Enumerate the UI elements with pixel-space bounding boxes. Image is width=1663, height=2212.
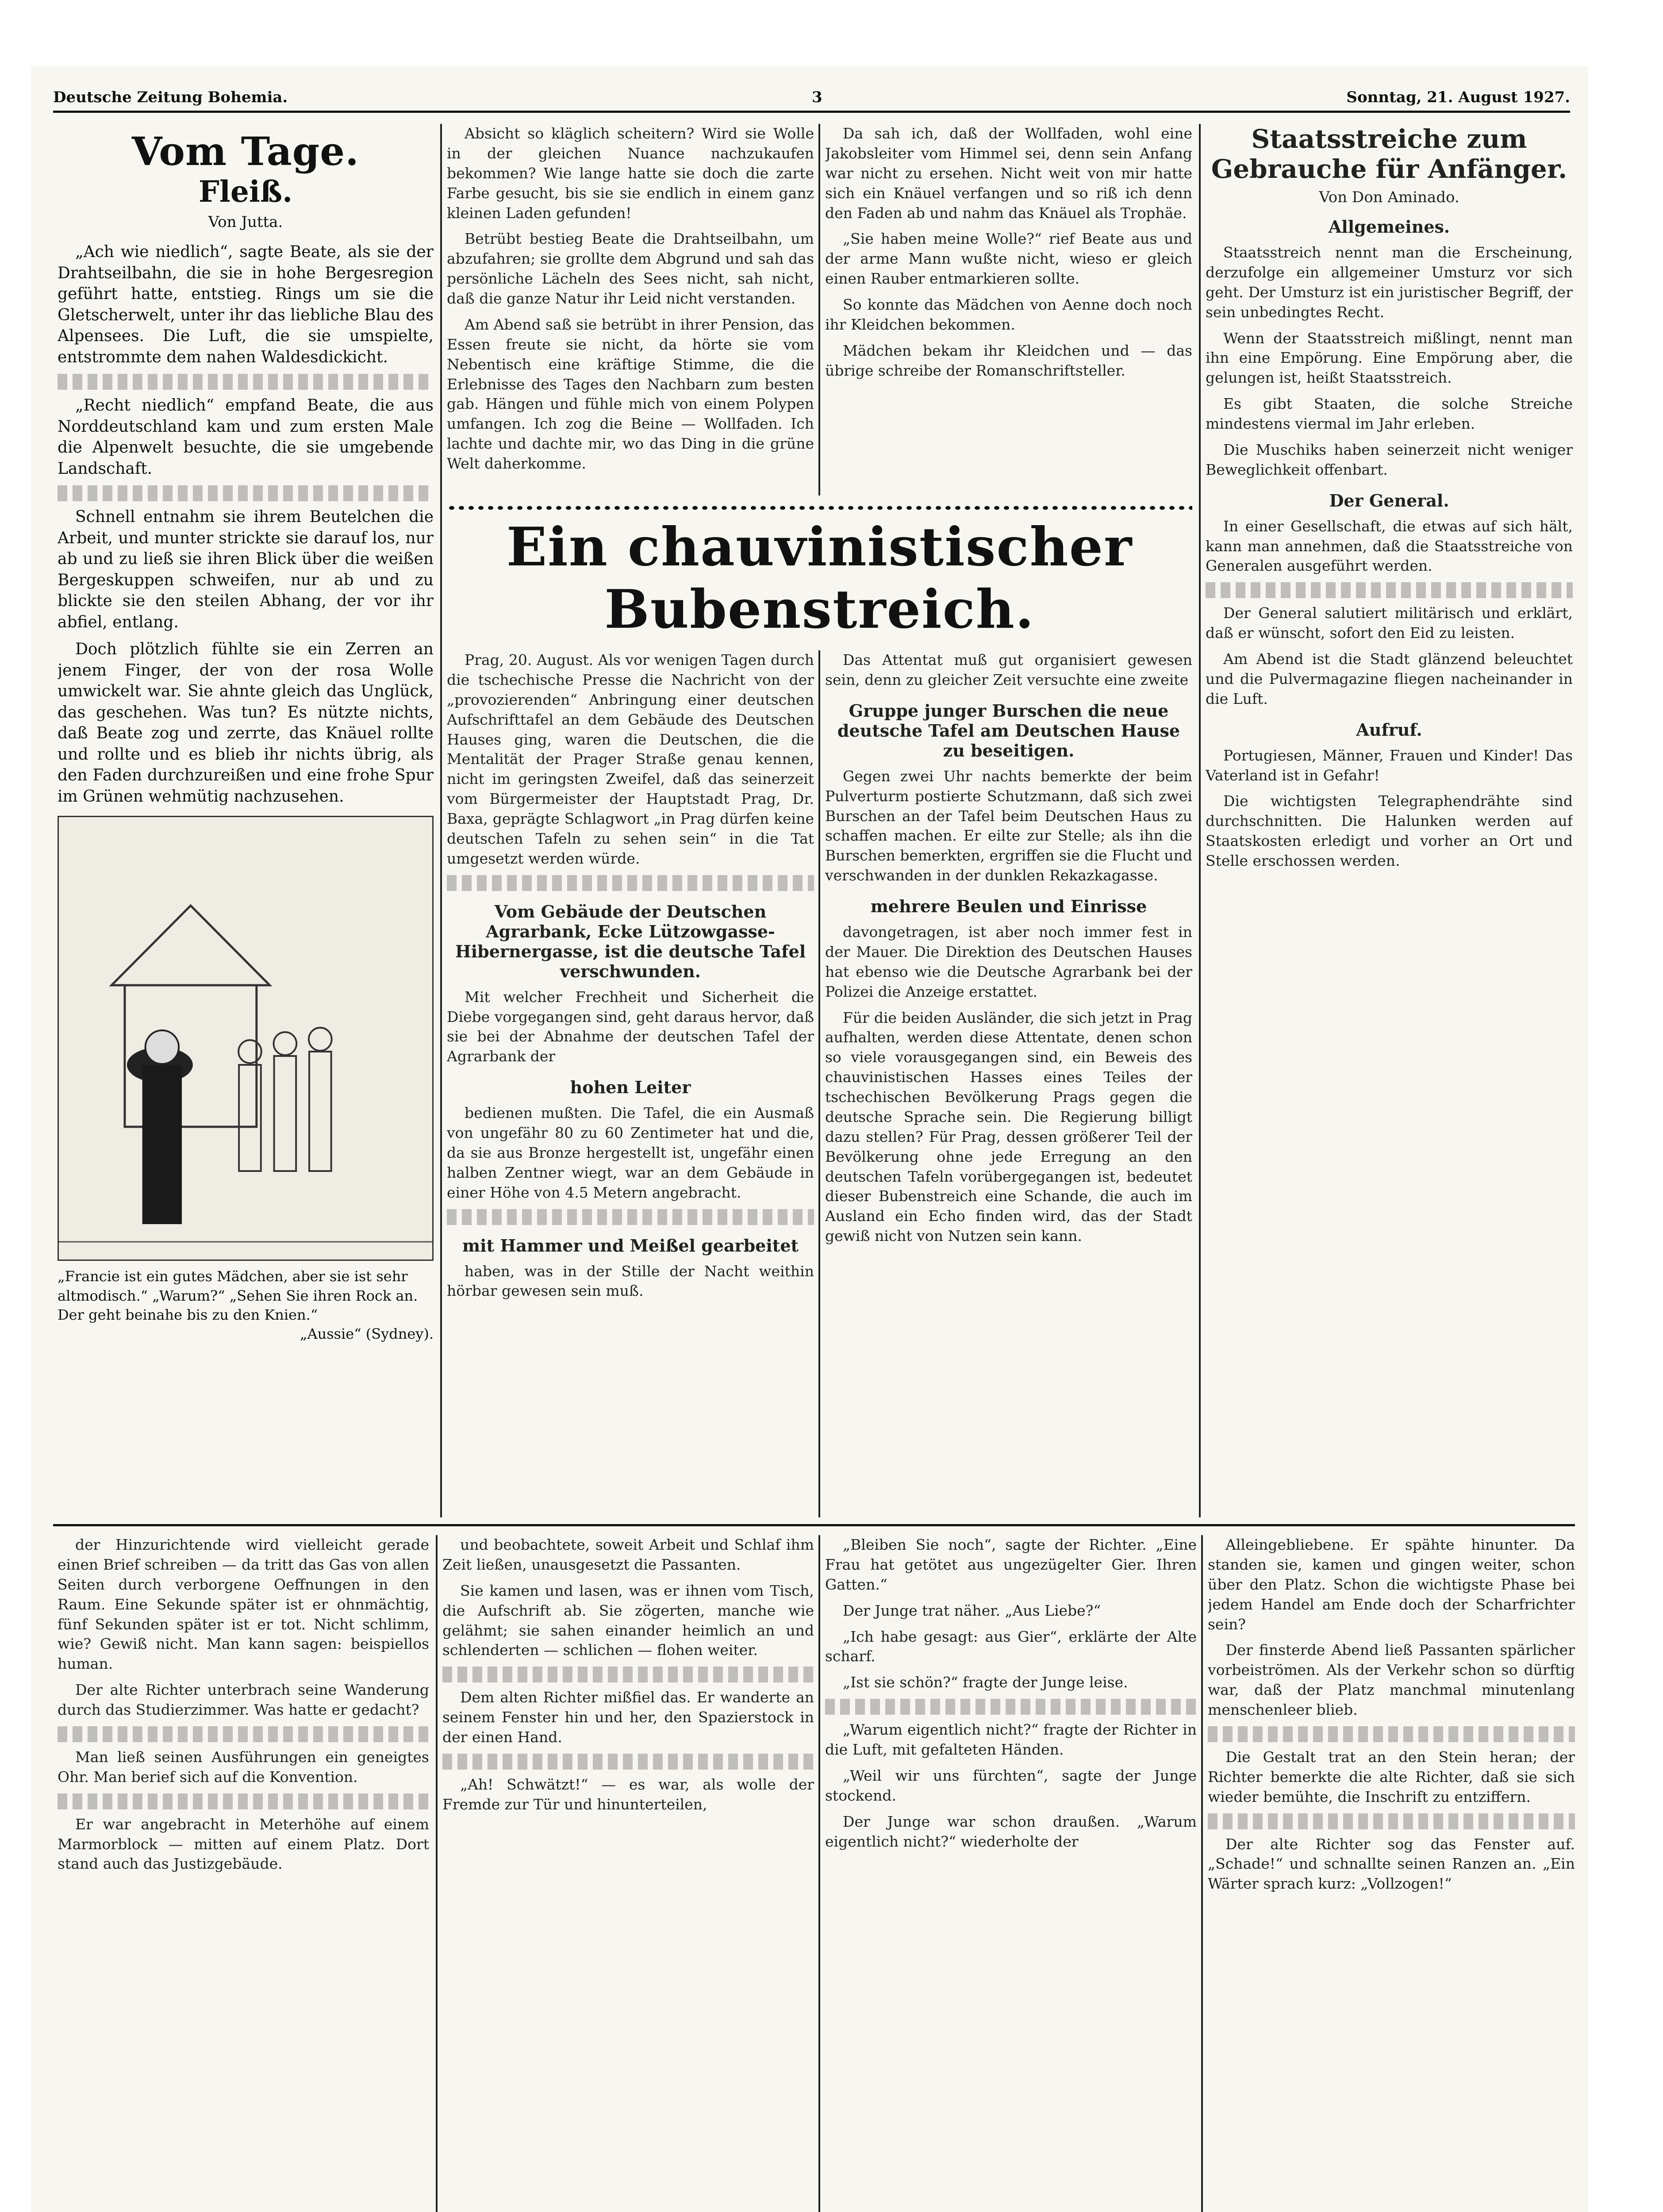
paragraph: haben, was in der Stille der Nacht weithin hörbar gewesen sein muß. (447, 1262, 814, 1300)
paragraph: „Ich habe gesagt: aus Gier“, erklärte der Alte scharf. (825, 1628, 1197, 1665)
paragraph: Wenn der Staatsstreich mißlingt, nennt man ihn eine Empörung. Eine Empörung aber, die gelungen ist, heißt Staatsstreich. (1206, 329, 1573, 387)
story-column-1 (58, 1535, 429, 2212)
story-byline: Von Jutta. (208, 213, 283, 231)
article-title: Staatsstreiche zum Gebrauche für Anfänger. (1211, 124, 1567, 184)
column-rule (818, 124, 820, 495)
dense-text (1206, 582, 1573, 598)
paragraph: In einer Gesellschaft, die etwas auf sich hält, kann man annehmen, daß die Staatsstreiche von Generalen ausgeführt werden. (1206, 517, 1573, 575)
paragraph: „Weil wir uns fürchten“, sagte der Junge stockend. (825, 1767, 1197, 1804)
feature-headline: Ein chauvinistischer Bubenstreich. (506, 516, 1133, 641)
paragraph: So konnte das Mädchen von Aenne doch noch ihr Kleidchen bekommen. (825, 296, 1192, 333)
story-column-3 (825, 1535, 1197, 2212)
section-heading: Gruppe junger Burschen die neue deutsche Tafel am Deutschen Hause zu beseitigen. (837, 700, 1180, 760)
illustration-caption (58, 1267, 434, 1344)
dense-text (58, 1726, 429, 1742)
paragraph: „Ist sie schön?“ fragte der Junge leise. (843, 1674, 1128, 1691)
column-wolle-cont (447, 124, 814, 495)
paragraph: „Bleiben Sie noch“, sagte der Richter. „Eine Frau hat getötet aus ungezügelter Gier. Ihren Gatten.“ (825, 1536, 1197, 1593)
paragraph: „Recht niedlich“ empfand Beate, die aus Norddeutschland kam und zum ersten Male die Alpenwelt besuchte, die sie umgebende Landschaft. (58, 396, 434, 478)
horizontal-rule (53, 1524, 1575, 1526)
story-title: Fleiß. (198, 174, 293, 209)
column-rule (818, 650, 820, 1517)
paragraph: Der alte Richter sog das Fenster auf. „Schade!“ und schnallte seinen Ranzen an. „Ein Wärter sprach kurz: „Vollzogen!“ (1208, 1835, 1575, 1893)
story-column-2 (442, 1535, 814, 2212)
dense-text (58, 485, 434, 501)
paragraph: Die wichtigsten Telegraphendrähte sind durchschnitten. Die Halunken werden auf Staatskosten erledigt und vorher an Ort und Stelle erschossen werden. (1206, 792, 1573, 869)
section-heading: Vom Gebäude der Deutschen Agrarbank, Ecke Lützowgasse-Hibernergasse, ist die deutsche Tafel verschwunden. (455, 901, 806, 981)
column-rule (818, 1535, 820, 2212)
paragraph: Alleingebliebene. Er spähte hinunter. Da standen sie, kamen und gingen weiter, schon über den Platz. Schon die wichtigste Phase bei jedem Handel am Ende doch der Scharfrichter sein? (1208, 1536, 1575, 1633)
illustration (58, 816, 434, 1261)
column-rule (1199, 124, 1201, 1517)
column-staatsstreiche (1206, 124, 1573, 1517)
dense-text (58, 1793, 429, 1809)
caption-text: „Francie ist ein gutes Mädchen, aber sie ist sehr altmodisch.“ „Warum?“ „Sehen Sie ihren Rock an. Der geht beinahe bis zu den Knien.“ (58, 1268, 418, 1323)
paragraph: davongetragen, ist aber noch immer fest in der Mauer. Die Direktion des Deutschen Hauses hat ebenso wie die Deutsche Agrarbank bei der Polizei die Anzeige erstattet. (825, 923, 1192, 1000)
column-rule (1201, 1535, 1203, 2212)
paragraph: Am Abend saß sie betrübt in ihrer Pension, das Essen freute sie nicht, da hörte sie vom Nebentisch eine kräftige Stimme, die die Erlebnisse des Tages den Nachbarn zum besten gab. Hängen und fühle mich von einem Polypen umfangen. Ich zog die Beine — Wollfaden. Ich lachte und dachte mir, wo das Ding in die grüne Welt daherkomme. (447, 315, 814, 472)
dense-text (1208, 1813, 1575, 1829)
feature-column-left (447, 650, 814, 1517)
section-heading: Allgemeines. (1328, 217, 1450, 237)
paragraph: Der Junge trat näher. „Aus Liebe?“ (843, 1601, 1101, 1619)
paragraph: „Ach wie niedlich“, sagte Beate, als sie der Drahtseilbahn, die sie in hohe Bergesregion geführt hatte, entstieg. Rings um sie die Gletscherwelt, unter ihr das liebliche Blau des Alpensees. Die Luft, die sie umspielte, entstrommte dem nahen Waldesdickicht. (58, 243, 434, 366)
paragraph: Es gibt Staaten, die solche Streiche mindestens viermal im Jahr erleben. (1206, 395, 1573, 432)
dense-text (442, 1754, 814, 1770)
dense-text (447, 875, 814, 891)
paragraph: Der Junge war schon draußen. „Warum eigentlich nicht?“ wiederholte der (825, 1813, 1197, 1850)
paragraph: Der alte Richter unterbrach seine Wanderung durch das Studierzimmer. Was hatte er gedacht? (58, 1681, 429, 1718)
paragraph: Das Attentat muß gut organisiert gewesen sein, denn zu gleicher Zeit versuchte eine zweite (825, 651, 1192, 688)
dotted-rule (447, 504, 1192, 511)
paragraph: Prag, 20. August. Als vor wenigen Tagen durch die tschechische Presse die Nachricht von der „provozierenden“ Anbringung einer deutschen Aufschrifttafel an dem Gebäude des Deutschen Hauses ging, waren die Deutschen, die die Mentalität der Prager Straße genau kennen, nicht im geringsten Zweifel, daß das seinerzeit vom Bürgermeister der Hauptstadt Prag, Dr. Baxa, geprägte Schlagwort „in Prag dürfen keine deutschen Tafeln zu sehen sein“ in die Tat umgesetzt werden würde. (447, 651, 814, 867)
cartoon-illustration (59, 817, 432, 1260)
paragraph: bedienen mußten. Die Tafel, die ein Ausmaß von ungefähr 80 zu 60 Zentimeter hat und die, da sie aus Bronze hergestellt ist, ungefähr einen halben Zentner wiegt, war an dem Gebäude in einer Höhe von 4.5 Metern angebracht. (447, 1104, 814, 1201)
paragraph: Dem alten Richter mißfiel das. Er wanderte an seinem Fenster hin und her, den Spazierstock in der einen Hand. (442, 1689, 814, 1746)
page-number: 3 (811, 88, 822, 106)
column-rule (436, 1535, 438, 2212)
paragraph: Gegen zwei Uhr nachts bemerkte der beim Pulverturm postierte Schutzmann, daß sich zwei Burschen an der Tafel beim Deutschen Haus zu schaffen machen. Er eilte zur Stelle; als ihn die Burschen bemerkten, ergriffen sie die Flucht und verschwanden in der dunklen Rekazkagasse. (825, 767, 1192, 884)
article-byline: Von Don Aminado. (1319, 188, 1459, 206)
paragraph: Die Gestalt trat an den Stein heran; der Richter bemerkte die alte Richter, daß sie sich wieder bemühte, die Inschrift zu entziffern. (1208, 1748, 1575, 1805)
paragraph: Portugiesen, Männer, Frauen und Kinder! Das Vaterland ist in Gefahr! (1206, 746, 1573, 784)
masthead (53, 84, 1570, 113)
section-heading: Aufruf. (1356, 719, 1422, 740)
paper-name: Deutsche Zeitung Bohemia. (53, 88, 288, 106)
issue-date: Sonntag, 21. August 1927. (1346, 88, 1570, 106)
paragraph: „Ah! Schwätzt!“ — es war, als wolle der Fremde zur Tür und hinunterteilen, (442, 1775, 814, 1813)
section-heading: Der General. (1329, 490, 1449, 511)
section-heading: hohen Leiter (570, 1077, 691, 1098)
dense-text (447, 1209, 814, 1225)
section-heading: mehrere Beulen und Einrisse (870, 896, 1147, 916)
paragraph: Da sah ich, daß der Wollfaden, wohl eine Jakobsleiter vom Himmel sei, denn sein Anfang war nicht zu ersehen. Nicht weit von mir hatte sich ein Knäuel verfangen und so riß ich denn den Faden ab und nahm das Knäuel als Trophäe. (825, 125, 1192, 222)
paragraph: Für die beiden Ausländer, die sich jetzt in Prag aufhalten, werden diese Attentate, denen schon so viele vorausgegangen sind, ein Beweis des chauvinistischen Hasses eines Teiles der tschechischen Bevölkerung Prags gegen die deutsche Sprache sein. Die Regierung billigt dazu stellen? Für Prag, dessen größerer Teil der Bevölkerung ohne jede Erregung an den deutschen Tafeln vorübergegangen ist, bedeutet dieser Bubenstreich eine Schande, die auch im Ausland ein Echo finden wird, das der Stadt gewiß nicht von Nutzen sein kann. (825, 1009, 1192, 1245)
paragraph: Doch plötzlich fühlte sie ein Zerren an jenem Finger, der von der rosa Wolle umwickelt war. Sie ahnte gleich das Unglück, das geschehen. Was tun? Es nützte nichts, daß Beate zog und zerrte, das Knäuel rollte und rollte und es blieb ihr nichts übrig, als den Faden durchzureißen und eine frohe Spur im Grünen wehmütig nachzusehen. (58, 640, 434, 806)
paragraph: Der finsterde Abend ließ Passanten spärlicher vorbeiströmen. Als der Verkehr schon so dürftig war, daß der Platz manchmal minutenlang menschenleer blieb. (1208, 1641, 1575, 1718)
dense-text (825, 1699, 1197, 1715)
dense-text (1208, 1726, 1575, 1742)
paragraph: Mädchen bekam ihr Kleidchen und — das übrige schreibe der Romanschriftsteller. (825, 342, 1192, 379)
paragraph: Sie kamen und lasen, was er ihnen vom Tisch, die Aufschrift ab. Sie zögerten, manche wie gelähmt; sie sahen einander heimlich an und schlenderten — schlichen — flohen weiter. (442, 1582, 814, 1659)
dense-text (442, 1667, 814, 1682)
paragraph: Betrübt bestieg Beate die Drahtseilbahn, um abzufahren; sie grollte dem Abgrund und sah das persönliche Lächeln des Sees nicht, sah nicht, daß die ganze Natur ihr Leid nicht verstanden. (447, 230, 814, 307)
paragraph: Der General salutiert militärisch und erklärt, daß er wünscht, sofort den Eid zu leisten. (1206, 604, 1573, 642)
paragraph: und beobachtete, soweit Arbeit und Schlaf ihm Zeit ließen, unausgesetzt die Passanten. (442, 1536, 814, 1573)
paragraph: der Hinzurichtende wird vielleicht gerade einen Brief schreiben — da tritt das Gas von allen Seiten durch verborgene Oeffnungen in den Raum. Eine Sekunde später ist er ohnmächtig, fünf Sekunden später ist er tot. Nicht schlimm, wie? Gewiß nicht. Man kann sagen: beispiellos human. (58, 1536, 429, 1673)
column-rule (440, 124, 442, 1517)
paragraph: „Warum eigentlich nicht?“ fragte der Richter in die Luft, mit gefalteten Händen. (825, 1721, 1197, 1758)
column-wolle-end (825, 124, 1192, 495)
paragraph: Er war angebracht in Meterhöhe auf einem Marmorblock — mitten auf einem Platz. Dort stand auch das Justizgebäude. (58, 1815, 429, 1873)
paragraph: Staatsstreich nennt man die Erscheinung, derzufolge ein allgemeiner Umsturz vor sich geht. Der Umsturz ist ein juristischer Begriff, der sein unbedingtes Recht. (1206, 244, 1573, 321)
story-column-4 (1208, 1535, 1575, 2212)
dense-text (58, 374, 434, 390)
section-heading: mit Hammer und Meißel gearbeitet (462, 1235, 799, 1256)
column-vom-tage (58, 128, 434, 1517)
paragraph: Am Abend ist die Stadt glänzend beleuchtet und die Pulvermagazine fliegen nacheinander in die Luft. (1206, 650, 1573, 707)
paragraph: Absicht so kläglich scheitern? Wird sie Wolle in der gleichen Nuance nachzukaufen bekommen? Wie lange hatte sie doch die zarte Farbe gesucht, bis sie sie endlich in einem ganz kleinen Laden gefunden! (447, 125, 814, 222)
section-title: Vom Tage. (132, 128, 359, 174)
paragraph: „Sie haben meine Wolle?“ rief Beate aus und der arme Mann wußte nicht, wieso er gleich einen Rauber entmarkieren sollte. (825, 230, 1192, 288)
paragraph: Die Muschiks haben seinerzeit nicht weniger Beweglichkeit offenbart. (1206, 441, 1573, 478)
feature-headline-block (447, 500, 1192, 646)
paragraph: Mit welcher Frechheit und Sicherheit die Diebe vorgegangen sind, geht daraus hervor, daß sie bei der Abnahme der deutschen Tafel der Agrarbank der (447, 988, 814, 1065)
paragraph: Man ließ seinen Ausführungen ein geneigtes Ohr. Man berief sich auf die Konvention. (58, 1748, 429, 1786)
feature-column-right (825, 650, 1192, 1517)
paragraph: Schnell entnahm sie ihrem Beutelchen die Arbeit, und munter strickte sie darauf los, nur ab und zu ließ sie ihren Blick über die weißen Bergeskuppen schweifen, nur ab und zu blickte sie den steilen Abhang, der vor ihr abfiel, entlang. (58, 508, 434, 631)
caption-credit: „Aussie“ (Sydney). (300, 1325, 434, 1342)
